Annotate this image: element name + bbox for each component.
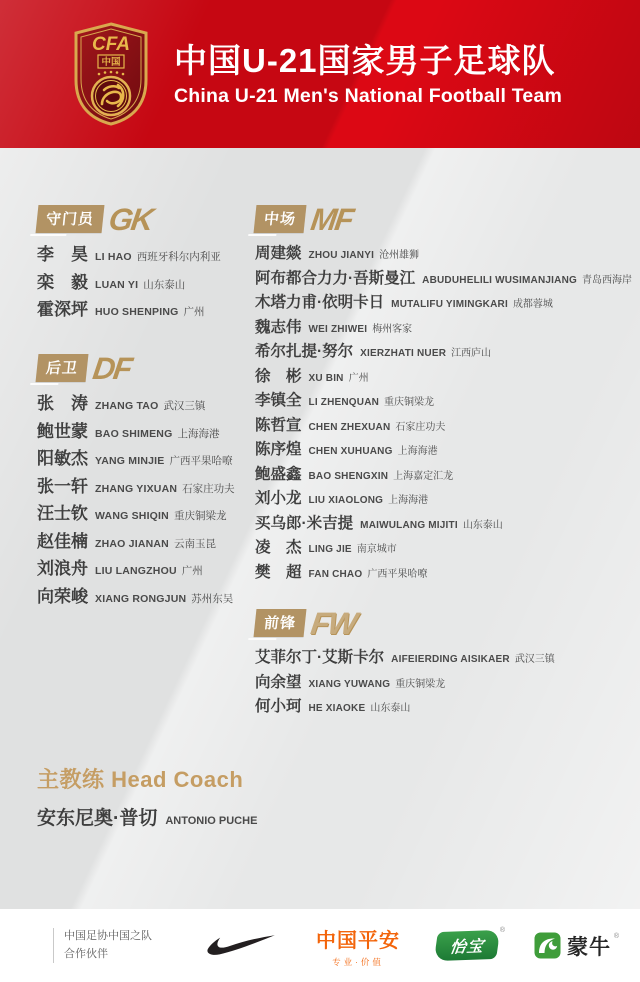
fw-label-cn: 前锋 [254, 609, 307, 637]
player-name-cn: 阳敏杰 [37, 449, 88, 468]
player-name-cn: 买乌郎·米吉提 [255, 514, 354, 532]
player-name-latin: LIU LANGZHOU [95, 565, 177, 577]
player-name-latin: XIANG RONGJUN [95, 592, 187, 605]
player-club: 上海嘉定汇龙 [393, 470, 454, 482]
section-header-fw [255, 605, 640, 641]
player-name-cn: 徐 彬 [255, 367, 302, 385]
player-club: 南京城市 [356, 544, 397, 555]
player-club: 重庆铜梁龙 [395, 678, 446, 690]
player-name-cn: 向余望 [255, 673, 302, 691]
player-row [255, 466, 640, 485]
player-name-latin: ABUDUHELILI WUSIMANJIANG [422, 274, 577, 286]
poster-title-en: China U-21 Men's National Football Team [174, 84, 563, 107]
df-label-cn: 后卫 [36, 354, 89, 382]
player-name-cn: 艾菲尔丁·艾斯卡尔 [255, 649, 385, 666]
gk-label-cn: 守门员 [36, 205, 105, 233]
player-name-latin: LUAN YI [95, 278, 139, 291]
registered-mark: ® [499, 927, 505, 934]
pingan-wordmark: 中国平安 [316, 929, 400, 952]
player-club: 重庆铜梁龙 [384, 397, 435, 408]
player-row [37, 273, 249, 292]
player-name-latin: MAIWULANG MIJITI [360, 519, 458, 531]
section-header-mf [255, 201, 640, 237]
player-row [255, 698, 640, 717]
player-row [255, 564, 640, 583]
player-row [255, 539, 640, 558]
player-name-latin: CHEN ZHEXUAN [308, 421, 391, 433]
player-club: 云南玉昆 [173, 537, 216, 550]
player-row [37, 559, 249, 578]
cfa-crest-icon [72, 22, 150, 126]
player-club: 武汉三镇 [163, 400, 206, 412]
player-row [255, 294, 640, 313]
player-name-cn: 汪士钦 [37, 504, 88, 523]
player-club: 广州 [181, 565, 203, 577]
player-row [255, 649, 640, 668]
player-row [255, 417, 640, 436]
player-club: 成都蓉城 [512, 299, 553, 310]
head-coach-name-en: ANTONIO PUCHE [165, 815, 258, 827]
svg-text:中国: 中国 [101, 57, 121, 68]
player-row [37, 477, 249, 496]
head-coach-title: 主教练 Head Coach [37, 767, 244, 792]
player-name-cn: 陈哲宣 [255, 416, 302, 434]
mengniu-leaf-icon [534, 932, 561, 959]
player-name-latin: LING JIE [308, 544, 352, 555]
section-defenders [37, 352, 249, 606]
player-name-cn: 鲍盛鑫 [255, 465, 302, 483]
player-name-latin: LI ZHENQUAN [308, 397, 380, 408]
player-name-cn: 向荣峻 [37, 586, 88, 606]
player-name-latin: ZHOU JIANYI [308, 250, 375, 261]
player-name-cn: 阿布都合力力·吾斯曼江 [255, 269, 416, 287]
svg-text:CFA: CFA [92, 34, 130, 55]
player-row [37, 587, 249, 606]
player-club: 广西平果哈嘹 [367, 568, 428, 580]
player-name-cn: 陈序煌 [255, 441, 302, 458]
fw-label-en: FW [308, 605, 358, 641]
player-name-latin: ZHANG TAO [95, 400, 159, 412]
nike-swoosh-icon [204, 933, 276, 959]
player-club: 梅州客家 [372, 323, 413, 335]
player-name-latin: LIU XIAOLONG [308, 495, 384, 506]
player-row [37, 422, 249, 441]
player-row [255, 490, 640, 509]
player-club: 山东泰山 [143, 278, 186, 291]
pingan-logo [316, 924, 400, 968]
cestbon-flag-icon [434, 930, 500, 961]
player-row [255, 319, 640, 338]
player-name-cn: 凌 杰 [255, 539, 302, 556]
player-row [37, 532, 249, 551]
player-name-latin: AIFEIERDING AISIKAER [391, 654, 510, 665]
player-name-cn: 赵佳楠 [37, 531, 88, 551]
sponsor-bar [0, 909, 640, 982]
player-name-cn: 木塔力甫·依明卡日 [255, 294, 385, 311]
player-name-cn: 张一轩 [37, 476, 88, 496]
player-name-latin: XIERZHATI NUER [360, 348, 447, 359]
player-club: 上海海港 [388, 495, 429, 506]
partner-caption-line1: 中国足协中国之队 [64, 930, 152, 943]
player-name-latin: XU BIN [308, 372, 344, 384]
section-header-gk [37, 201, 249, 237]
player-row [37, 300, 249, 319]
player-club: 青岛西海岸 [581, 274, 632, 286]
gk-label-en: GK [106, 201, 155, 237]
player-club: 山东泰山 [462, 519, 503, 531]
player-club: 武汉三镇 [514, 654, 555, 665]
section-header-df [37, 350, 249, 386]
player-name-cn: 张 涛 [37, 394, 88, 413]
player-row [255, 270, 640, 289]
player-club: 广州 [183, 306, 205, 318]
head-coach-block [37, 763, 257, 830]
left-column [37, 203, 249, 614]
player-name-cn: 刘小龙 [255, 490, 302, 507]
player-name-latin: ZHANG YIXUAN [95, 482, 178, 495]
player-club: 石家庄功夫 [182, 482, 235, 495]
player-row [255, 245, 640, 264]
mengniu-wordmark: 蒙牛 [567, 934, 611, 959]
player-club: 石家庄功夫 [395, 421, 446, 433]
player-name-latin: HE XIAOKE [308, 703, 366, 714]
player-club: 苏州东吴 [191, 592, 234, 605]
player-name-cn: 霍深坪 [37, 300, 88, 319]
player-name-cn: 何小珂 [255, 698, 302, 715]
section-forwards [255, 607, 640, 717]
player-name-cn: 刘浪舟 [37, 559, 88, 578]
poster-title-cn: 中国U-21国家男子足球队 [174, 42, 556, 80]
pingan-slogan: 专业·价值 [332, 956, 384, 967]
player-name-latin: WANG SHIQIN [95, 510, 169, 522]
player-name-latin: CHEN XUHUANG [308, 446, 393, 457]
registered-mark: ® [613, 932, 619, 940]
mf-label-cn: 中场 [254, 205, 307, 233]
header-titles [174, 40, 562, 108]
header [0, 0, 640, 148]
player-name-cn: 鲍世蒙 [37, 421, 88, 441]
partner-caption-line2: 合作伙伴 [64, 947, 108, 960]
section-goalkeepers [37, 203, 249, 319]
player-club: 江西庐山 [451, 348, 492, 359]
df-label-en: DF [90, 350, 133, 386]
player-row [37, 504, 249, 523]
head-coach-name-row [37, 803, 257, 830]
player-row [255, 441, 640, 460]
player-row [37, 394, 249, 413]
player-name-latin: LI HAO [95, 251, 132, 263]
mengniu-logo [534, 931, 619, 961]
cestbon-wordmark: 怡宝 [448, 938, 486, 957]
player-club: 上海海港 [397, 446, 438, 457]
player-club: 广西平果哈嘹 [169, 455, 233, 467]
player-row [255, 392, 640, 411]
player-club: 上海海港 [177, 427, 220, 440]
player-row [255, 343, 640, 362]
player-row [37, 245, 249, 264]
player-name-latin: ZHAO JIANAN [95, 537, 169, 550]
player-name-cn: 希尔扎提·努尔 [255, 343, 354, 360]
player-name-latin: FAN CHAO [308, 568, 363, 580]
head-coach-name-cn: 安东尼奥·普切 [37, 808, 158, 829]
partner-caption [53, 928, 152, 962]
player-name-cn: 魏志伟 [255, 318, 302, 336]
player-row [255, 368, 640, 387]
player-name-cn: 李镇全 [255, 392, 302, 409]
player-name-latin: XIANG YUWANG [308, 678, 391, 690]
player-name-cn: 栾 毅 [37, 272, 88, 292]
player-row [255, 515, 640, 534]
player-club: 西班牙科尔内利亚 [136, 251, 221, 263]
player-row [37, 449, 249, 468]
player-name-latin: MUTALIFU YIMINGKARI [391, 299, 508, 310]
right-column [255, 203, 640, 723]
player-club: 山东泰山 [370, 703, 411, 714]
player-club: 重庆铜梁龙 [173, 510, 227, 522]
mf-label-en: MF [308, 201, 355, 237]
section-midfielders [255, 203, 640, 582]
player-name-cn: 樊 超 [255, 563, 302, 581]
player-name-latin: YANG MINJIE [95, 455, 165, 467]
player-name-latin: HUO SHENPING [95, 306, 179, 318]
player-club: 沧州雄狮 [379, 250, 420, 261]
player-row [255, 674, 640, 693]
player-name-cn: 周建燚 [255, 245, 302, 262]
player-name-latin: BAO SHENGXIN [308, 470, 389, 482]
cestbon-logo [436, 927, 505, 960]
player-name-latin: BAO SHIMENG [95, 427, 173, 440]
player-club: 广州 [348, 372, 369, 384]
player-name-cn: 李 昊 [37, 245, 88, 264]
player-name-latin: WEI ZHIWEI [308, 323, 368, 335]
